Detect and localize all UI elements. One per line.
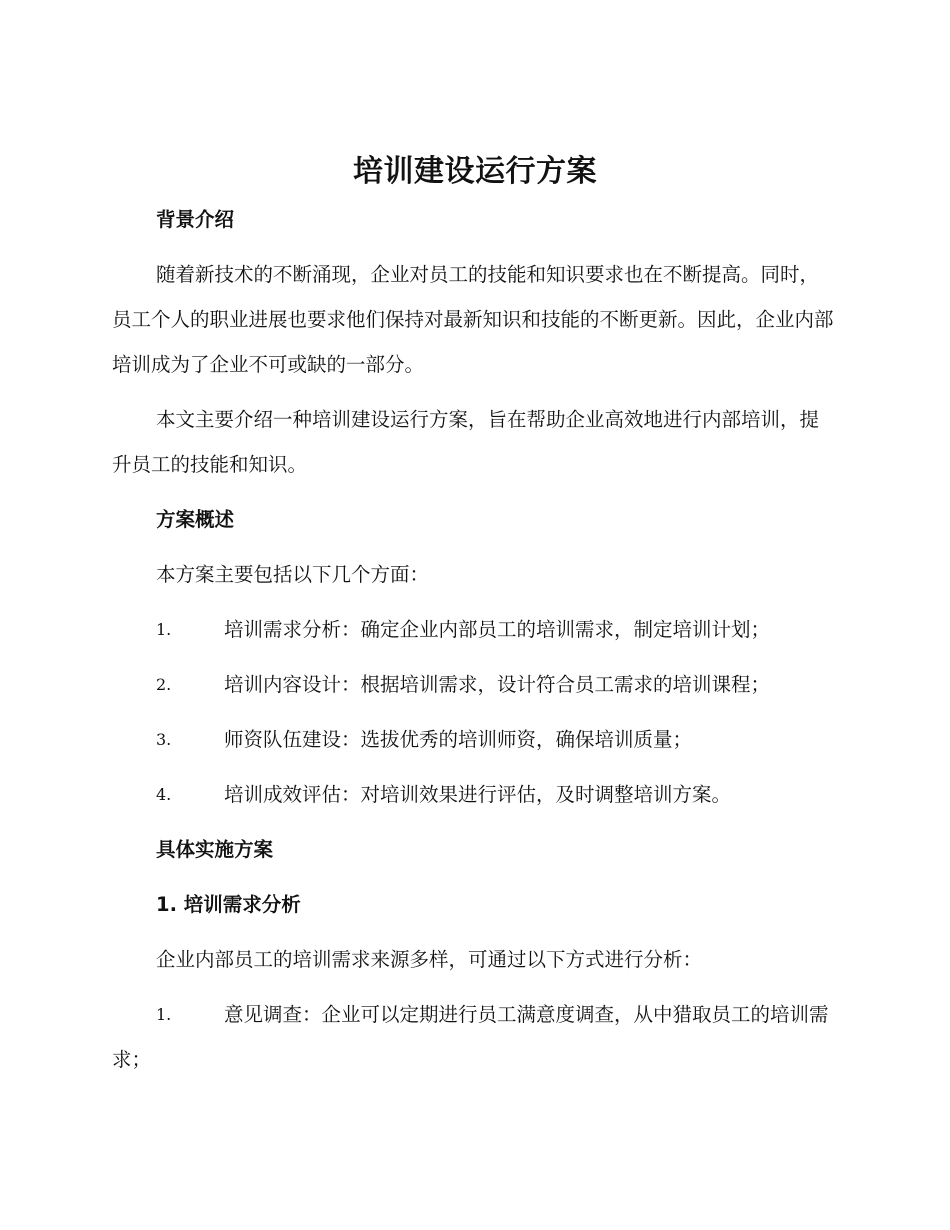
list-number: 1. [156,620,172,639]
overview-list-item [112,717,834,762]
list-item-text: 培训需求分析：确定企业内部员工的培训需求，制定培训计划； [224,618,771,641]
list-number: 2. [156,675,172,694]
background-paragraph-1: 随着新技术的不断涌现，企业对员工的技能和知识要求也在不断提高。同时，员工个人的职业进展也要求他们保持对最新知识和技能的不断更新。因此，企业内部培训成为了企业不可或缺的一部分。 [112,263,834,376]
section-heading-implementation: 具体实施方案 [156,838,274,861]
section-heading-background: 背景介绍 [156,208,235,231]
list-item-text: 师资队伍建设：选拔优秀的培训师资，确保培训质量； [224,728,693,751]
list-item-text: 意见调查：企业可以定期进行员工满意度调查，从中猎取员工的培训需求； [112,1003,829,1071]
overview-intro: 本方案主要包括以下几个方面： [156,563,430,586]
section-heading-overview: 方案概述 [156,508,235,531]
list-number: 3. [156,730,172,749]
list-item-text: 培训内容设计：根据培训需求，设计符合员工需求的培训课程； [224,673,771,696]
list-item-text: 培训成效评估：对培训效果进行评估，及时调整培训方案。 [224,783,732,806]
background-paragraph-2: 本文主要介绍一种培训建设运行方案，旨在帮助企业高效地进行内部培训，提升员工的技能和知识。 [112,408,820,476]
document-title: 培训建设运行方案 [353,154,597,189]
document-body [112,197,834,1092]
list-number: 1. [156,1005,172,1024]
list-number: 4. [156,785,172,804]
subsection-heading-needs-analysis: 1. 培训需求分析 [156,893,301,916]
implementation-list-item [112,992,834,1082]
implementation-intro: 企业内部员工的培训需求来源多样，可通过以下方式进行分析： [156,948,703,971]
overview-list-item [112,607,834,652]
overview-list-item [112,772,834,817]
overview-list-item [112,662,834,707]
